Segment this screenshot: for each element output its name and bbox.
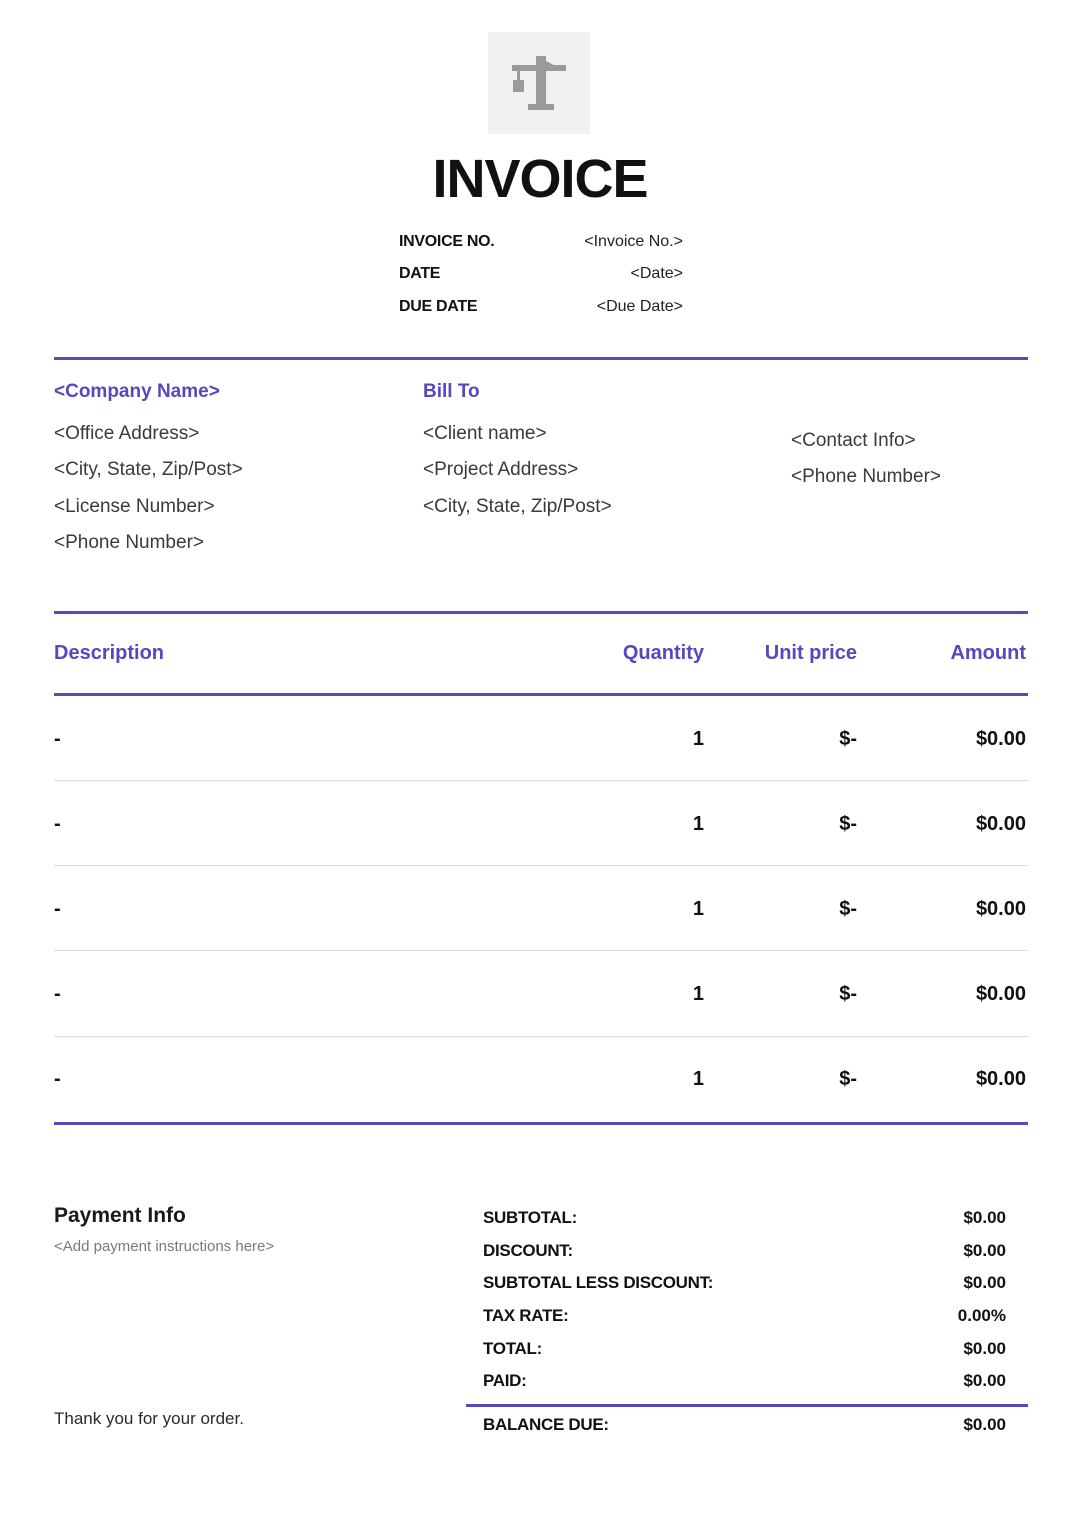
meta-row-invoice-no — [399, 233, 683, 257]
row-divider — [54, 780, 1028, 781]
row-unit-price: $- — [839, 813, 857, 835]
summary-label-subtotal-less-discount: SUBTOTAL LESS DISCOUNT: — [483, 1273, 714, 1292]
row-quantity: 1 — [692, 813, 704, 835]
row-description: - — [54, 813, 61, 835]
table-bottom-rule — [54, 1122, 1028, 1125]
summary-value-tax-rate: 0.00% — [957, 1306, 1006, 1325]
bill-to-heading: Bill To — [423, 381, 480, 402]
row-unit-price: $- — [839, 983, 857, 1005]
row-description: - — [54, 1068, 61, 1090]
meta-label: DATE — [399, 265, 441, 282]
company-line: <Phone Number> — [54, 532, 204, 553]
row-quantity: 1 — [692, 1068, 704, 1090]
balance-due-label: BALANCE DUE: — [483, 1415, 609, 1434]
meta-label: DUE DATE — [399, 298, 478, 315]
summary-value-subtotal-less-discount: $0.00 — [963, 1273, 1006, 1292]
crane-icon — [510, 54, 568, 112]
summary-value-paid: $0.00 — [963, 1371, 1006, 1390]
column-header-unit-price: Unit price — [764, 642, 857, 664]
table-header-rule — [54, 693, 1028, 696]
bill-to-line: <City, State, Zip/Post> — [423, 496, 612, 517]
contact-line: <Contact Info> — [791, 430, 916, 451]
summary-label-subtotal: SUBTOTAL: — [483, 1208, 577, 1227]
row-description: - — [54, 898, 61, 920]
row-amount: $0.00 — [975, 983, 1026, 1005]
row-description: - — [54, 983, 61, 1005]
meta-value: <Due Date> — [596, 298, 683, 315]
row-unit-price: $- — [839, 1068, 857, 1090]
company-line: <City, State, Zip/Post> — [54, 459, 243, 480]
meta-row-due-date — [399, 298, 683, 322]
payment-info-title: Payment Info — [54, 1204, 186, 1227]
summary-label-paid: PAID: — [483, 1371, 527, 1390]
summary-value-subtotal: $0.00 — [963, 1208, 1006, 1227]
column-header-amount: Amount — [950, 642, 1026, 664]
payment-instructions: <Add payment instructions here> — [54, 1238, 275, 1255]
balance-due-value: $0.00 — [963, 1415, 1006, 1434]
row-amount: $0.00 — [975, 898, 1026, 920]
thank-you-note: Thank you for your order. — [54, 1409, 244, 1428]
row-description: - — [54, 728, 61, 750]
company-line: <Office Address> — [54, 423, 200, 444]
meta-row-date — [399, 265, 683, 289]
company-line: <License Number> — [54, 496, 215, 517]
row-divider — [54, 950, 1028, 951]
summary-label-tax-rate: TAX RATE: — [483, 1306, 569, 1325]
invoice-title: INVOICE — [432, 149, 648, 209]
row-unit-price: $- — [839, 728, 857, 750]
summary-value-total: $0.00 — [963, 1339, 1006, 1358]
balance-due-rule — [466, 1404, 1028, 1407]
bill-to-line: <Client name> — [423, 423, 547, 444]
table-top-rule — [54, 611, 1028, 614]
summary-value-discount: $0.00 — [963, 1241, 1006, 1260]
contact-line: <Phone Number> — [791, 466, 941, 487]
meta-value: <Invoice No.> — [584, 233, 683, 250]
row-amount: $0.00 — [975, 813, 1026, 835]
row-amount: $0.00 — [975, 728, 1026, 750]
row-quantity: 1 — [692, 728, 704, 750]
meta-label: INVOICE NO. — [399, 233, 495, 250]
row-quantity: 1 — [692, 898, 704, 920]
summary-label-discount: DISCOUNT: — [483, 1241, 573, 1260]
bill-to-line: <Project Address> — [423, 459, 579, 480]
company-logo — [488, 32, 590, 134]
row-amount: $0.00 — [975, 1068, 1026, 1090]
row-divider — [54, 865, 1028, 866]
meta-value: <Date> — [630, 265, 683, 282]
company-name: <Company Name> — [54, 381, 220, 402]
row-quantity: 1 — [692, 983, 704, 1005]
column-header-quantity: Quantity — [622, 642, 704, 664]
row-unit-price: $- — [839, 898, 857, 920]
summary-label-total: TOTAL: — [483, 1339, 542, 1358]
divider — [54, 357, 1028, 360]
column-header-description: Description — [54, 642, 165, 664]
row-divider — [54, 1036, 1028, 1037]
